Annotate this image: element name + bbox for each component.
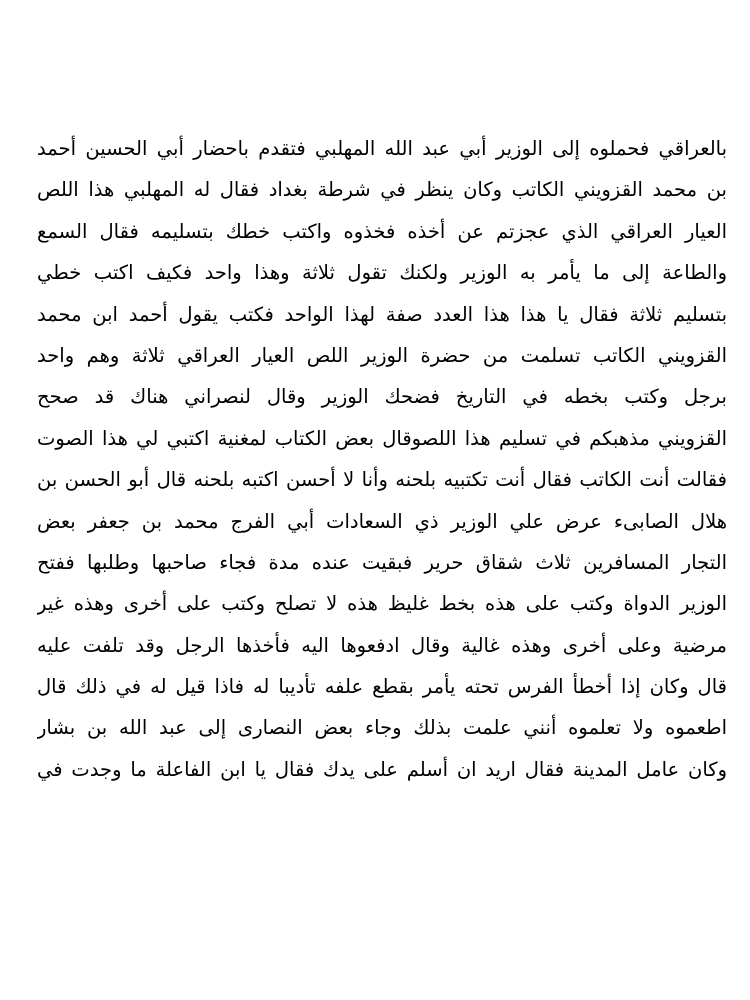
text-line-2: بن محمد القزويني الكاتب وكان ينظر في شرطة بغداد فقال له المهلبي هذا اللص: [37, 178, 727, 202]
text-line-16: وكان عامل المدينة فقال اريد ان أسلم على يدك فقال يا ابن الفاعلة ما وجدت في: [37, 757, 727, 781]
text-line-1: بالعراقي فحملوه إلى الوزير أبي عبد الله المهلبي فتقدم باحضار أبي الحسين أحمد: [37, 137, 727, 160]
text-line-10: هلال الصابىء عرض علي الوزير ذي السعادات أبي الفرج محمد بن جعفر بعض: [37, 509, 727, 533]
text-line-9: فقالت أنت الكاتب فقال أنت تكتبيه بلحنه وأنا لا أحسن اكتبه بلحنه قال أبو الحسن بن: [37, 468, 727, 492]
text-line-15: اطعموه ولا تعلموه أنني علمت بذلك وجاء بعض النصارى إلى عبد الله بن بشار: [37, 716, 727, 740]
text-line-7: برجل وكتب بخطه في التاريخ فضحك الوزير وقال لنصراني هناك قد صحح: [37, 385, 727, 409]
text-line-12: الوزير الدواة وكتب على هذه بخط غليظ هذه لا تصلح وكتب على أخرى وهذه غير: [37, 592, 727, 616]
text-line-11: التجار المسافرين ثلاث شقاق حرير فبقيت عنده مدة فجاء صاحبها وطلبها ففتح: [37, 550, 727, 574]
text-line-4: والطاعة إلى ما يأمر به الوزير ولكنك تقول ثلاثة وهذا واحد فكيف اكتب خطي: [37, 261, 727, 285]
text-line-14: قال وكان إذا أخطأ الفرس تحته يأمر بقطع علفه تأديبا له فاذا قيل له في ذلك قال: [37, 675, 727, 699]
text-line-6: القزويني الكاتب تسلمت من حضرة الوزير اللص العيار العراقي ثلاثة وهم واحد: [37, 343, 727, 367]
text-line-3: العيار العراقي الذي عجزتم عن أخذه فخذوه واكتب خطك بتسليمه فقال السمع: [37, 219, 727, 243]
text-line-13: مرضية وعلى أخرى وهذه غالية وقال ادفعوها اليه فأخذها الرجل وقد تلفت عليه: [37, 633, 727, 657]
text-line-8: القزويني مذهبكم في تسليم هذا اللصوقال بعض الكتاب لمغنية اكتبي لي هذا الصوت: [37, 426, 727, 450]
text-line-5: بتسليم ثلاثة فقال يا هذا هذا العدد صفة لهذا الواحد فكتب يقول أحمد ابن محمد: [37, 302, 727, 326]
body-text: [37, 128, 727, 790]
